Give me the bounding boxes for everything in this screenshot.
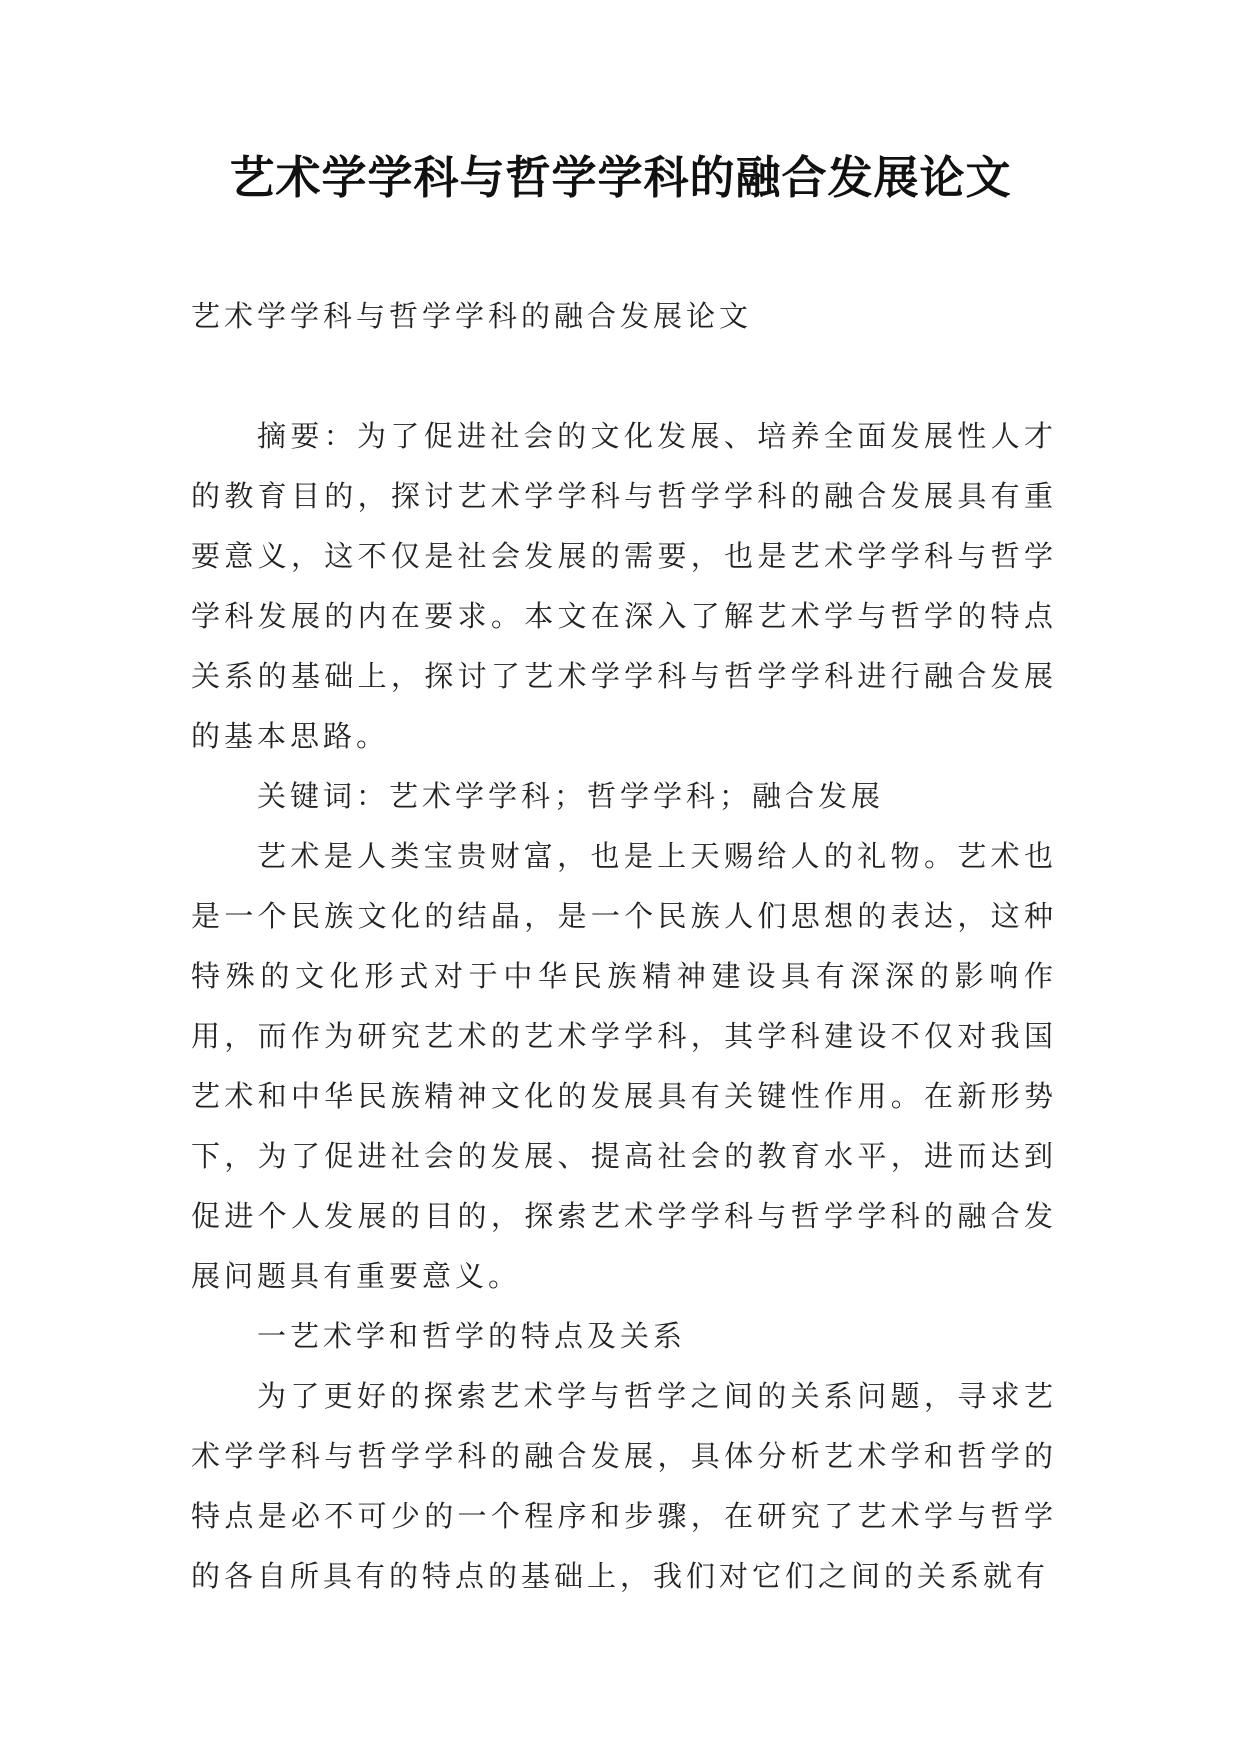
document-title: 艺术学学科与哲学学科的融合发展论文: [229, 151, 1012, 204]
document-body: [191, 286, 1057, 1606]
section-heading: 一艺术学和哲学的特点及关系: [257, 1319, 687, 1353]
keywords-paragraph: 关键词：艺术学学科；哲学学科；融合发展: [257, 779, 885, 813]
section-paragraph: 为了更好的探索艺术学与哲学之间的关系问题，寻求艺术学学科与哲学学科的融合发展，具体分析艺术学和哲学的特点是必不可少的一个程序和步骤，在研究了艺术学与哲学的各自所具有的特点的基础上，我们对它们之间的关系就有: [191, 1379, 1057, 1593]
intro-paragraph: 艺术是人类宝贵财富，也是上天赐给人的礼物。艺术也是一个民族文化的结晶，是一个民族人们思想的表达，这种特殊的文化形式对于中华民族精神建设具有深深的影响作用，而作为研究艺术的艺术学学科，其学科建设不仅对我国艺术和中华民族精神文化的发展具有关键性作用。在新形势下，为了促进社会的发展、提高社会的教育水平，进而达到促进个人发展的目的，探索艺术学学科与哲学学科的融合发展问题具有重要意义。: [191, 839, 1057, 1293]
document-subtitle: 艺术学学科与哲学学科的融合发展论文: [191, 299, 753, 333]
abstract-paragraph: 摘要：为了促进社会的文化发展、培养全面发展性人才的教育目的，探讨艺术学学科与哲学学科的融合发展具有重要意义，这不仅是社会发展的需要，也是艺术学学科与哲学学科发展的内在要求。本文在深入了解艺术学与哲学的特点关系的基础上，探讨了艺术学学科与哲学学科进行融合发展的基本思路。: [191, 419, 1057, 753]
